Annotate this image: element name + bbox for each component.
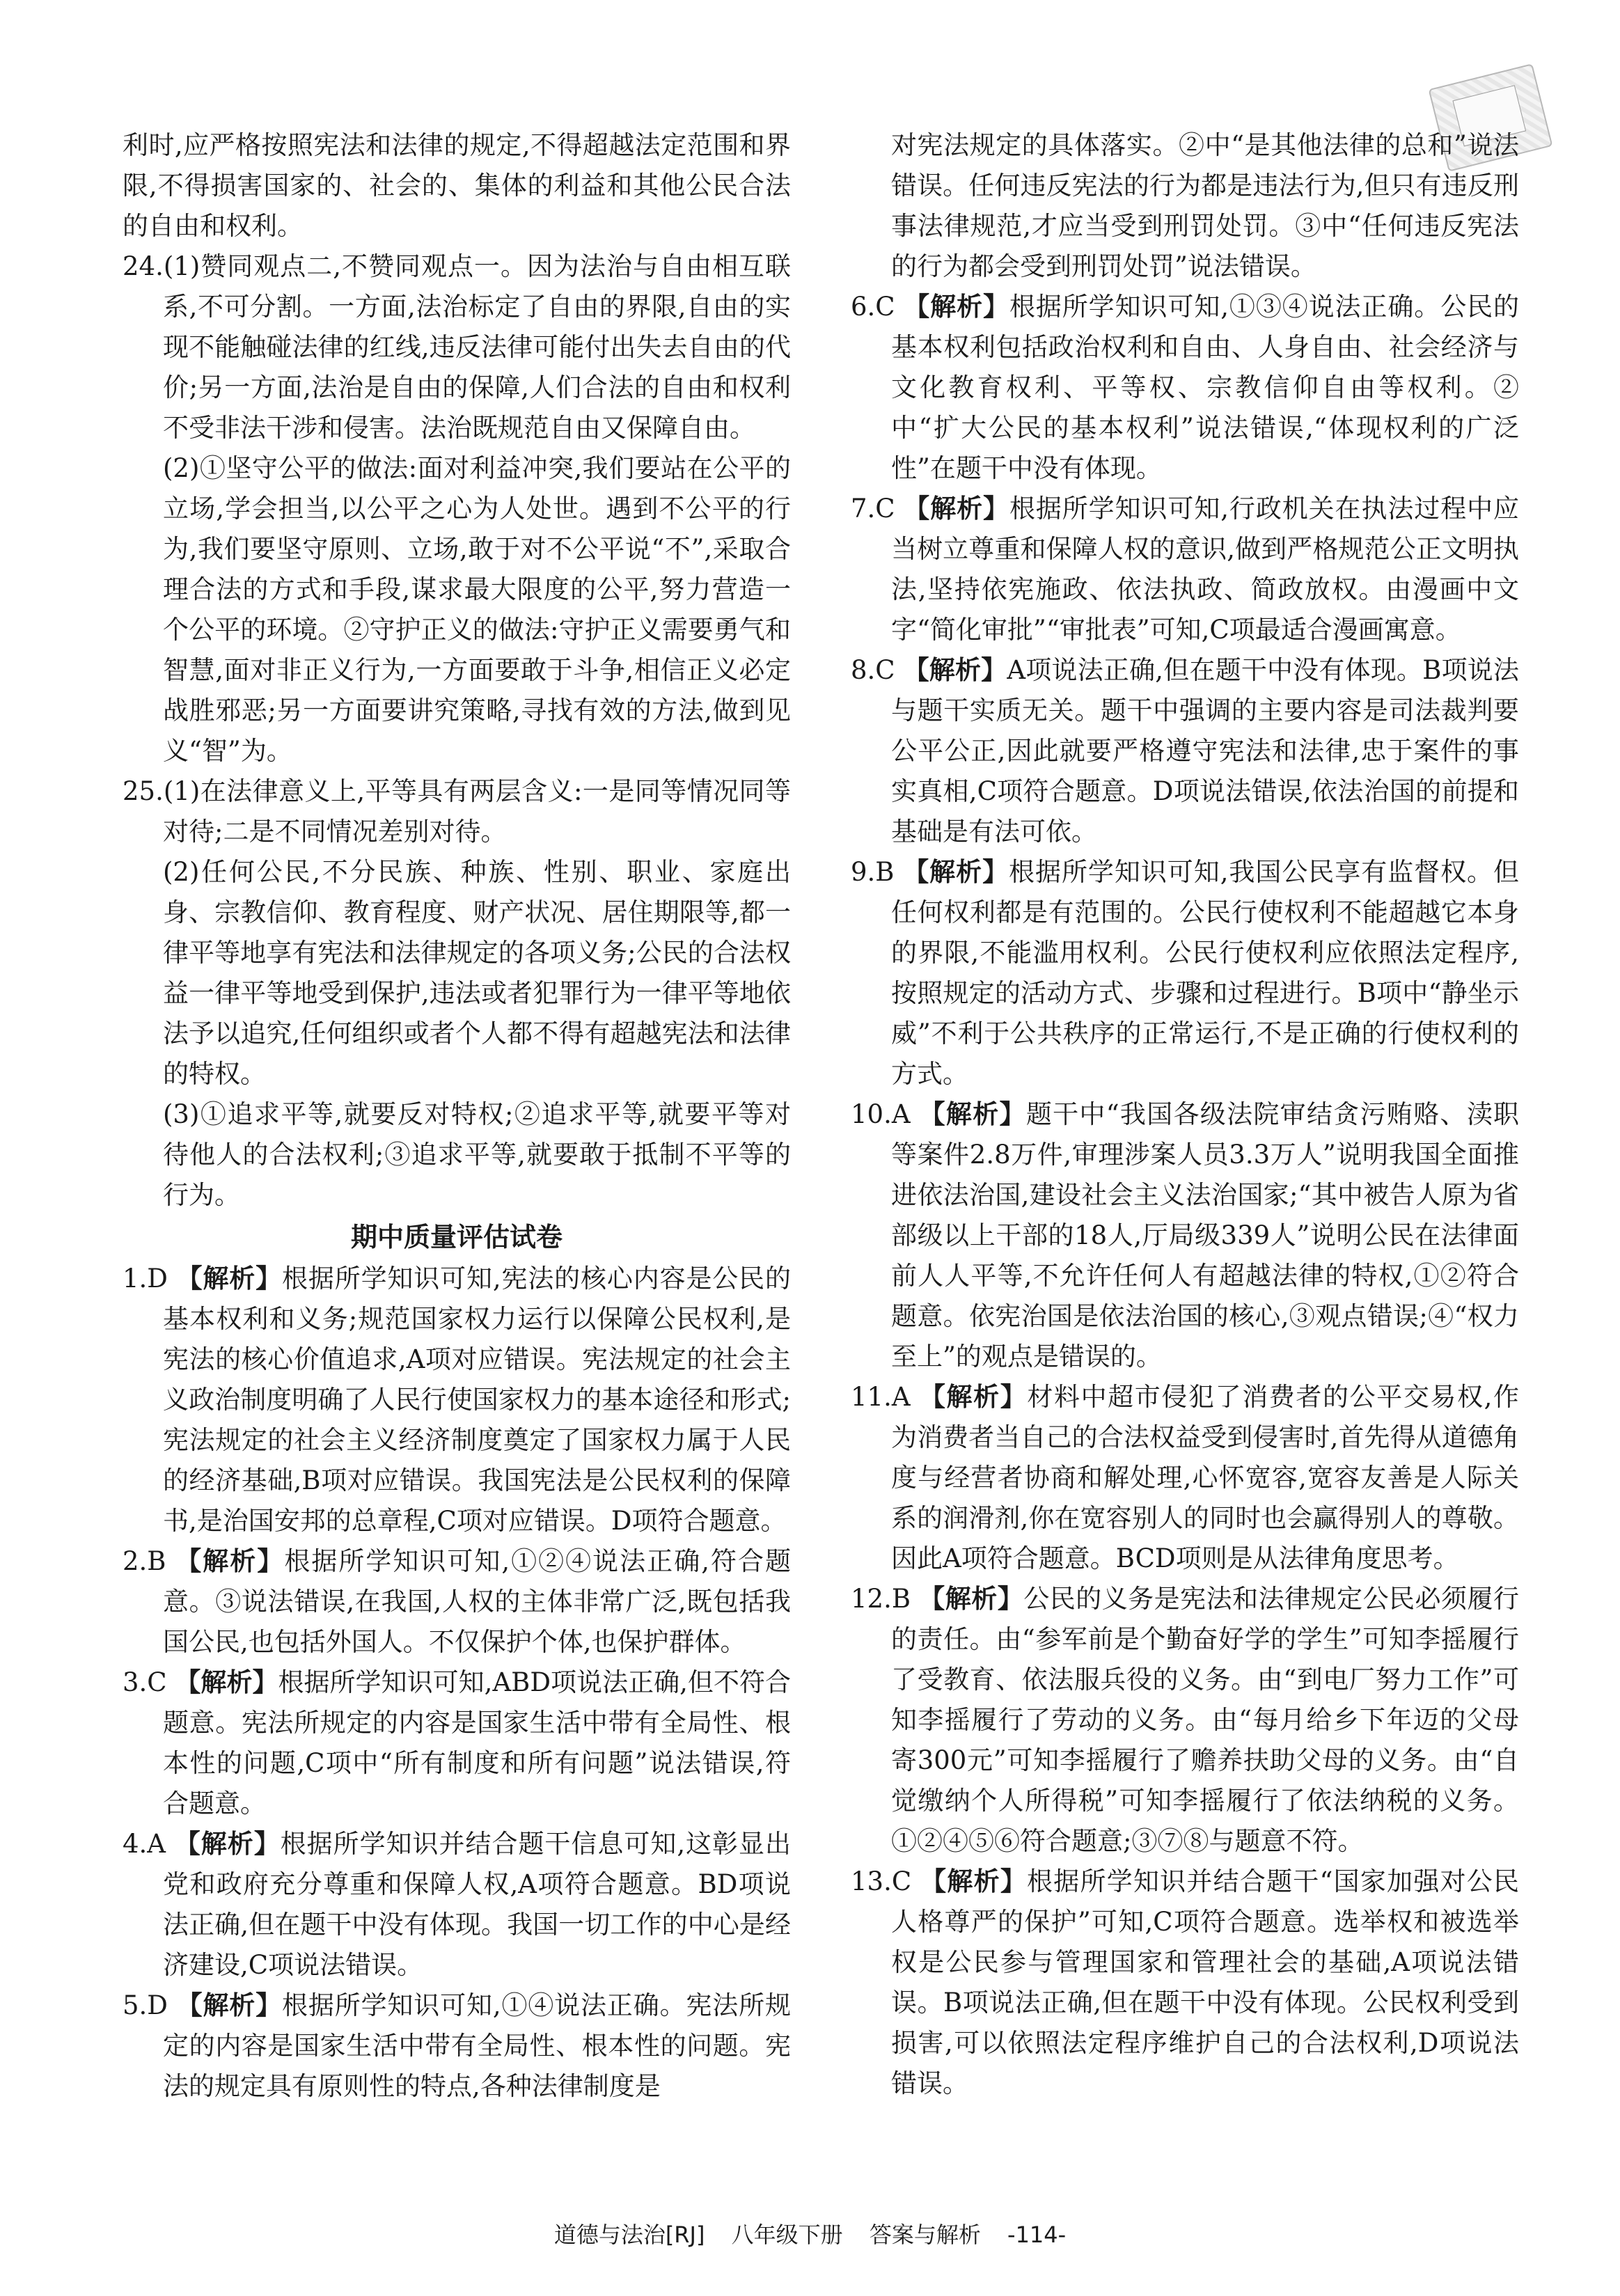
analysis-tag: 【解析】 (920, 1866, 1028, 1896)
answer-entry (851, 1094, 1519, 1377)
analysis-tag: 【解析】 (175, 1546, 285, 1576)
question-number: 4.A (123, 1829, 175, 1859)
answer-entry (851, 1377, 1519, 1579)
answer-entry (851, 650, 1519, 852)
answer-entry (123, 1541, 791, 1662)
right-column (851, 125, 1519, 2104)
entry-text: 根据所学知识可知,我国公民享有监督权。但任何权利都是有范围的。公民行使权利不能超越它本身的界限,不能滥用权利。公民行使权利应依照法定程序,按照规定的活动方式、步骤和过程进行。B项中“静坐示威”不利于公共秩序的正常运行,不是正确的行使权利的方式。 (891, 857, 1519, 1089)
entry-text: 根据所学知识可知,①③④说法正确。公民的基本权利包括政治权利和自由、人身自由、社会经济与文化教育权利、平等权、宗教信仰自由等权利。②中“扩大公民的基本权利”说法错误,“体现权利的广泛性”在题干中没有体现。 (891, 292, 1520, 483)
answer-entry (851, 489, 1519, 650)
question-number: 13.C (851, 1866, 921, 1896)
answer-entry (123, 448, 791, 771)
question-number: 9.B (851, 857, 904, 887)
answer-entry (851, 852, 1519, 1094)
analysis-tag: 【解析】 (919, 1099, 1026, 1129)
question-number: 6.C (851, 292, 904, 322)
entry-text: 公民的义务是宪法和法律规定公民必须履行的责任。由“参军前是个勤奋好学的学生”可知李摇履行了受教育、依法服兵役的义务。由“到电厂努力工作”可知李摇履行了劳动的义务。由“每月给乡下年迈的父母寄300元”可知李摇履行了赡养扶助父母的义务。由“自觉缴纳个人所得税”可知李摇履行了依法纳税的义务。①②④⑤⑥符合题意;③⑦⑧与题意不符。 (891, 1584, 1520, 1856)
analysis-tag: 【解析】 (903, 857, 1009, 887)
analysis-tag: 【解析】 (903, 655, 1007, 685)
analysis-tag: 【解析】 (904, 494, 1009, 524)
entry-text: 根据所学知识可知,①②④说法正确,符合题意。③说法错误,在我国,人权的主体非常广泛,既包括我国公民,也包括外国人。不仅保护个体,也保护群体。 (163, 1546, 791, 1657)
analysis-tag: 【解析】 (176, 1264, 283, 1294)
entry-text: 对宪法规定的具体落实。②中“是其他法律的总和”说法错误。任何违反宪法的行为都是违法行为,但只有违反刑事法律规范,才应当受到刑罚处罚。③中“任何违反宪法的行为都会受到刑罚处罚”说法错误。 (891, 130, 1519, 281)
answer-entry (851, 125, 1519, 287)
analysis-tag: 【解析】 (174, 1829, 281, 1859)
page-number: -114- (1007, 2222, 1067, 2248)
answer-entry (851, 1862, 1519, 2104)
analysis-tag: 【解析】 (176, 1990, 283, 2020)
entry-text: 24.(1)赞同观点二,不赞同观点一。因为法治与自由相互联系,不可分割。一方面,法治标定了自由的界限,自由的实现不能触碰法律的红线,违反法律可能付出失去自由的代价;另一方面,法治是自由的保障,人们合法的自由和权利不受非法干涉和侵害。法治既规范自由又保障自由。 (123, 251, 791, 443)
question-number: 3.C (123, 1667, 175, 1697)
answer-entry (123, 246, 791, 448)
analysis-tag: 【解析】 (919, 1584, 1024, 1614)
analysis-tag: 【解析】 (919, 1382, 1028, 1412)
question-number: 5.D (123, 1990, 177, 2020)
entry-text: 根据所学知识可知,①④说法正确。宪法所规定的内容是国家生活中带有全局性、根本性的问题。宪法的规定具有原则性的特点,各种法律制度是 (163, 1990, 792, 2101)
section-title: 期中质量评估试卷 (350, 1222, 563, 1252)
answer-entry (851, 287, 1519, 489)
question-number: 1.D (123, 1264, 177, 1294)
question-number: 7.C (851, 494, 904, 524)
footer-subject: 道德与法治[RJ] (553, 2222, 705, 2248)
entry-text: 根据所学知识并结合题干“国家加强对公民人格尊严的保护”可知,C项符合题意。选举权和被选举权是公民参与管理国家和管理社会的基础,A项说法错误。B项说法正确,但在题干中没有体现。公民权利受到损害,可以依照法定程序维护自己的合法权利,D项说法错误。 (891, 1866, 1519, 2098)
entry-text: 题干中“我国各级法院审结贪污贿赂、渎职等案件2.8万件,审理涉案人员3.3万人”说明我国全面推进依法治国,建设社会主义法治国家;“其中被告人原为省部级以上干部的18人,厅局级339人”说明公民在法律面前人人平等,不允许任何人有超越法律的特权,①②符合题意。依宪治国是依法治国的核心,③观点错误;④“权力至上”的观点是错误的。 (891, 1099, 1520, 1371)
analysis-tag: 【解析】 (904, 292, 1009, 322)
entry-text: (2)①坚守公平的做法:面对利益冲突,我们要站在公平的立场,学会担当,以公平之心为人处世。遇到不公平的行为,我们要坚守原则、立场,敢于对不公平说“不”,采取合理合法的方式和手段,谋求最大限度的公平,努力营造一个公平的环境。②守护正义的做法:守护正义需要勇气和智慧,面对非正义行为,一方面要敢于斗争,相信正义必定战胜邪恶;另一方面要讲究策略,寻找有效的方法,做到见义“智”为。 (163, 453, 791, 766)
answer-entry (123, 771, 791, 852)
question-number: 8.C (851, 655, 904, 685)
left-column (123, 125, 791, 2107)
entry-text: (3)①追求平等,就要反对特权;②追求平等,就要平等对待他人的合法权利;③追求平等,就要敢于抵制不平等的行为。 (163, 1099, 791, 1210)
answer-entry (851, 1579, 1519, 1862)
question-number: 10.A (851, 1099, 920, 1129)
entry-text: 根据所学知识可知,ABD项说法正确,但不符合题意。宪法所规定的内容是国家生活中带有全局性、根本性的问题,C项中“所有制度和所有问题”说法错误,符合题意。 (163, 1667, 792, 1818)
question-number: 11.A (851, 1382, 920, 1412)
page-footer (0, 2217, 1620, 2249)
footer-section: 答案与解析 (869, 2222, 981, 2248)
answer-entry (123, 1662, 791, 1824)
entry-text: 利时,应严格按照宪法和法律的规定,不得超越法定范围和界限,不得损害国家的、社会的、集体的利益和其他公民合法的自由和权利。 (123, 130, 791, 241)
entry-text: 根据所学知识并结合题干信息可知,这彰显出党和政府充分尊重和保障人权,A项符合题意。BD项说法正确,但在题干中没有体现。我国一切工作的中心是经济建设,C项说法错误。 (163, 1829, 791, 1980)
entry-text: A项说法正确,但在题干中没有体现。B项说法与题干实质无关。题干中强调的主要内容是司法裁判要公平公正,因此就要严格遵守宪法和法律,忠于案件的事实真相,C项符合题意。D项说法错误,依法治国的前提和基础是有法可依。 (891, 655, 1520, 847)
entry-text: 材料中超市侵犯了消费者的公平交易权,作为消费者当自己的合法权益受到侵害时,首先得从道德角度与经营者协商和解处理,心怀宽容,宽容友善是人际关系的润滑剂,你在宽容别人的同时也会赢得别人的尊敬。因此A项符合题意。BCD项则是从法律角度思考。 (891, 1382, 1520, 1573)
entry-text: 根据所学知识可知,行政机关在执法过程中应当树立尊重和保障人权的意识,做到严格规范公正文明执法,坚持依宪施政、依法执政、简政放权。由漫画中文字“简化审批”“审批表”可知,C项最适合漫画寓意。 (891, 494, 1520, 645)
analysis-tag: 【解析】 (175, 1667, 278, 1697)
answer-entry (123, 1259, 791, 1541)
answer-entry (123, 852, 791, 1094)
answer-entry (123, 1824, 791, 1986)
question-number: 12.B (851, 1584, 920, 1614)
answer-entry (123, 1094, 791, 1216)
entry-text: 根据所学知识可知,宪法的核心内容是公民的基本权利和义务;规范国家权力运行以保障公民权利,是宪法的核心价值追求,A项对应错误。宪法规定的社会主义政治制度明确了人民行使国家权力的基本途径和形式;宪法规定的社会主义经济制度奠定了国家权力属于人民的经济基础,B项对应错误。我国宪法是公民权利的保障书,是治国安邦的总章程,C项对应错误。D项符合题意。 (163, 1264, 792, 1536)
footer-grade: 八年级下册 (731, 2222, 843, 2248)
entry-text: (2)任何公民,不分民族、种族、性别、职业、家庭出身、宗教信仰、教育程度、财产状况、居住期限等,都一律平等地享有宪法和法律规定的各项义务;公民的合法权益一律平等地受到保护,违法或者犯罪行为一律平等地依法予以追究,任何组织或者个人都不得有超越宪法和法律的特权。 (163, 857, 791, 1089)
entry-text: 25.(1)在法律意义上,平等具有两层含义:一是同等情况同等对待;二是不同情况差别对待。 (123, 776, 791, 847)
question-number: 2.B (123, 1546, 176, 1576)
answer-entry (123, 125, 791, 246)
answer-entry (123, 1986, 791, 2107)
